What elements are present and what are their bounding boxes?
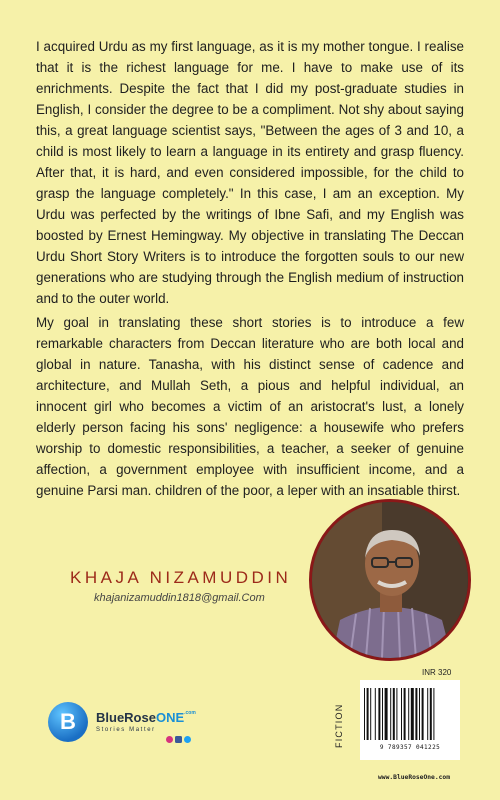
author-portrait-illustration [312,502,468,658]
publisher-logo [48,702,218,746]
instagram-icon [166,736,173,743]
brand-suffix: ONE [155,710,185,725]
isbn-barcode-icon [364,688,456,746]
author-name: KHAJA NIZAMUDDIN [70,568,292,587]
author-photo [309,499,471,661]
publisher-website: www.BlueRoseOne.com [377,774,451,781]
social-icons [166,736,191,743]
publisher-tagline: Stories Matter [96,727,156,733]
facebook-icon [175,736,182,743]
author-email: khajanizamuddin1818@gmail.Com [94,592,265,604]
isbn-digits: 9 789357 041225 [379,744,441,751]
publisher-brand [96,710,196,725]
book-genre: FICTION [334,703,344,748]
brand-prefix: BlueRose [96,710,156,725]
logo-letter: B [60,709,76,734]
synopsis-paragraph-1: I acquired Urdu as my first language, as it is my mother tongue. I realise that it is the richest language for me. I have to make use of its enrichments. Despite the fact that I did my post-graduate studies in English, I consider the degree to be a compliment. Not shy about saying this, a great language scientist says, "Between the ages of 3 and 10, a child is most likely to learn a language in its entirety and grasp fluency. After that, it is hard, and even considered impossible, for the child to grasp the language completely." In this case, I am an exception. My Urdu was perfected by the writings of Ibne Safi, and my English was boosted by Ernest Hemingway. My objective in translating The Deccan Urdu Short Story Writers is to introduce the forgotten souls to our new generations who are studying through the English medium of instruction and to the outer world. [36,39,464,306]
book-price: INR 320 [422,668,452,677]
brand-domain: .com [184,710,196,716]
synopsis-paragraph-2: My goal in translating these short stories is to introduce a few remarkable characters from Deccan literature who are both local and global in nature. Tanasha, with his distinct sense of cadence and architecture, and Mullah Seth, a pious and helpful individual, an innocent girl who becomes a victim of an aristocrat's lust, a lonely elderly person facing his sons' negligence: a housewife who prefers worship to domestic responsibilities, a teacher, a seeker of genuine affection, a government employee with insufficient income, and a genuine Parsi man. children of the poor, a leper with an insatiable thirst. [36,315,464,498]
twitter-icon [184,736,191,743]
